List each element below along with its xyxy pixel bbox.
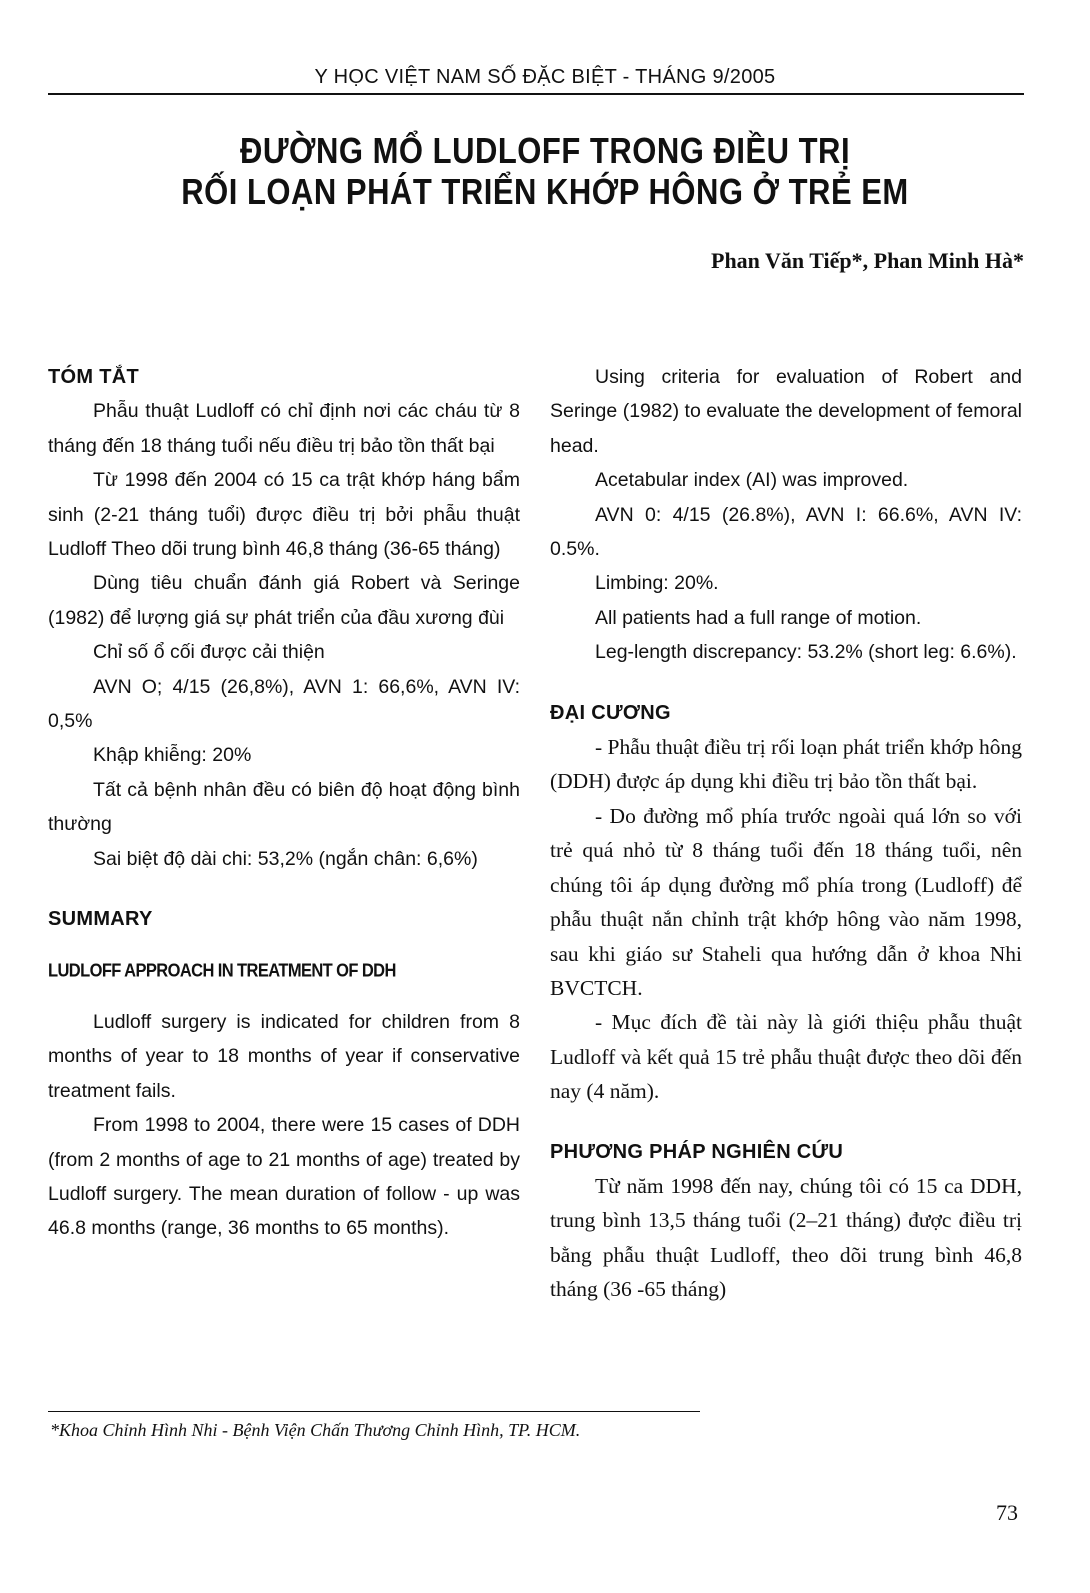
journal-header: Y HỌC VIỆT NAM SỐ ĐẶC BIỆT - THÁNG 9/2005 xyxy=(314,66,776,88)
daicuong-paragraph: - Do đường mổ phía trước ngoài quá lớn so với trẻ quá nhỏ từ 8 tháng tuổi đến 18 tháng tuổi, nên chúng tôi áp dụng đường mổ phía trong (Ludloff) để phẫu thuật nắn chỉnh trật khớp hông vào năm 1998, sau khi giáo sư Staheli qua hướng dẫn ở khoa Nhi BVCTCH. xyxy=(550,803,1022,1000)
summary-paragraph: Limbing: 20%. xyxy=(595,572,719,595)
phuongphap-heading: PHƯƠNG PHÁP NGHIÊN CỨU xyxy=(550,1140,844,1163)
right-column xyxy=(550,360,1022,1307)
tomtat-paragraph: AVN O; 4/15 (26,8%), AVN 1: 66,6%, AVN IV: 0,5% xyxy=(48,675,520,733)
summary-paragraph: Acetabular index (AI) was improved. xyxy=(595,469,909,492)
footnote: *Khoa Chỉnh Hình Nhi - Bệnh Viện Chấn Thương Chỉnh Hình, TP. HCM. xyxy=(50,1420,581,1440)
tomtat-paragraph: Khập khiễng: 20% xyxy=(93,744,252,767)
tomtat-paragraph: Từ 1998 đến 2004 có 15 ca trật khớp háng bẩm sinh (2-21 tháng tuổi) được điều trị bởi phẫu thuật Ludloff Theo dõi trung bình 46,8 tháng (36-65 tháng) xyxy=(48,469,520,561)
daicuong-paragraph: - Phẫu thuật điều trị rối loạn phát triển khớp hông (DDH) được áp dụng khi điều trị bảo tồn thất bại. xyxy=(550,735,1022,794)
page-number: 73 xyxy=(996,1500,1018,1525)
article-title-line-2: RỐI LOẠN PHÁT TRIỂN KHỚP HÔNG Ở TRẺ EM xyxy=(181,171,909,213)
summary-paragraph: Leg-length discrepancy: 53.2% (short leg: 6.6%). xyxy=(595,641,1017,664)
summary-paragraph: From 1998 to 2004, there were 15 cases of DDH (from 2 months of age to 21 months of age) treated by Ludloff surgery. The mean duration of follow - up was 46.8 months (range, 36 months to 65 months). xyxy=(48,1114,520,1240)
summary-paragraph: Ludloff surgery is indicated for children from 8 months of year to 18 months of year if conservative treatment fails. xyxy=(48,1010,520,1102)
footnote-divider xyxy=(48,1411,700,1412)
header-divider xyxy=(48,93,1024,95)
summary-paragraph: AVN 0: 4/15 (26.8%), AVN I: 66.6%, AVN IV: 0.5%. xyxy=(550,503,1022,561)
summary-paragraph: Using criteria for evaluation of Robert and Seringe (1982) to evaluate the development of femoral head. xyxy=(550,366,1022,457)
tomtat-paragraph: Sai biệt độ dài chi: 53,2% (ngắn chân: 6,6%) xyxy=(93,847,478,870)
tomtat-heading: TÓM TẮT xyxy=(48,366,139,388)
authors: Phan Văn Tiếp*, Phan Minh Hà* xyxy=(711,248,1024,273)
daicuong-paragraph: - Mục đích đề tài này là giới thiệu phẫu thuật Ludloff và kết quả 15 trẻ phẫu thuật được theo dõi đến nay (4 năm). xyxy=(550,1010,1022,1104)
summary-subheading: LUDLOFF APPROACH IN TREATMENT OF DDH xyxy=(48,960,396,981)
summary-heading: SUMMARY xyxy=(48,908,153,931)
tomtat-paragraph: Chỉ số ổ cối được cải thiện xyxy=(93,641,325,664)
summary-paragraph: All patients had a full range of motion. xyxy=(595,606,922,629)
tomtat-paragraph: Phẫu thuật Ludloff có chỉ định nơi các cháu từ 8 tháng đến 18 tháng tuổi nếu điều trị bảo tồn thất bại xyxy=(48,400,520,457)
phuongphap-paragraph: Từ năm 1998 đến nay, chúng tôi có 15 ca DDH, trung bình 13,5 tháng tuổi (2–21 tháng) được điều trị bằng phẫu thuật Ludloff, theo dõi trung bình 46,8 tháng (36 -65 tháng) xyxy=(550,1173,1022,1302)
tomtat-paragraph: Dùng tiêu chuẩn đánh giá Robert và Seringe (1982) để lượng giá sự phát triển của đầu xương đùi xyxy=(48,572,520,629)
left-column xyxy=(48,360,520,1246)
tomtat-paragraph: Tất cả bệnh nhân đều có biên độ hoạt động bình thường xyxy=(48,778,520,836)
daicuong-heading: ĐẠI CƯƠNG xyxy=(550,701,671,724)
article-title-line-1: ĐƯỜNG MỔ LUDLOFF TRONG ĐIỀU TRỊ xyxy=(239,130,851,172)
